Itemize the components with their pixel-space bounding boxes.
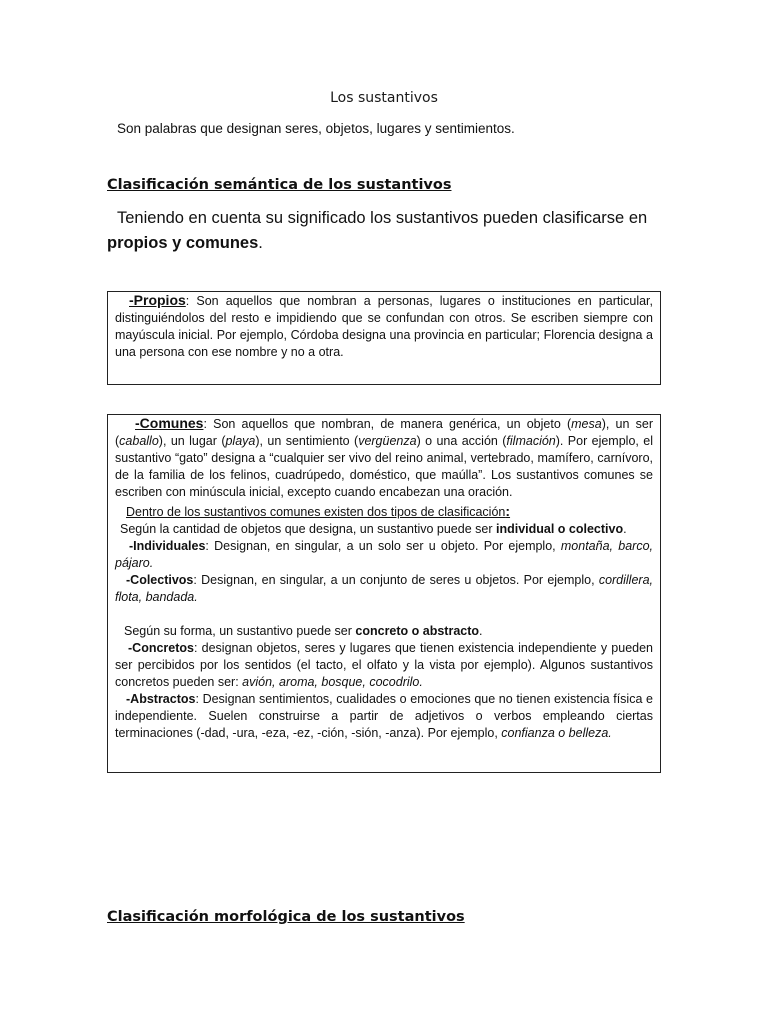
cantidad-text: Según la cantidad de objetos que designa, un sustantivo puede ser <box>120 522 496 536</box>
example-playa: playa <box>225 434 256 448</box>
comunes-text-1: : Son aquellos que nombran, de manera genérica, un objeto ( <box>203 417 572 431</box>
document-title: Los sustantivos <box>330 90 438 106</box>
abstractos-text: : Designan sentimientos, cualidades o emociones que no tienen existencia física e independiente. Suelen construirse a partir de adjetivos o verbos empleando ciertas terminaciones (-dad, -ura, -eza, -ez, -ción, -sión, -anza). Por ejemplo, <box>115 692 653 740</box>
sub-heading-text: Dentro de los sustantivos comunes existen dos tipos de clasificación <box>126 505 506 519</box>
colectivos-text: : Designan, en singular, a un conjunto de seres u objetos. Por ejemplo, <box>193 573 599 587</box>
individuales-label: -Individuales <box>129 539 206 553</box>
propios-label: -Propios <box>129 292 186 308</box>
comunes-text-3: ), un lugar ( <box>158 434 226 448</box>
propios-box <box>107 291 661 385</box>
colectivos-paragraph <box>115 572 653 606</box>
abstractos-examples: confianza o belleza. <box>501 726 612 740</box>
example-verguenza: vergüenza <box>358 434 417 448</box>
cantidad-paragraph <box>115 521 653 538</box>
comunes-paragraph <box>115 415 653 501</box>
example-mesa: mesa <box>571 417 602 431</box>
abstractos-paragraph <box>115 691 653 742</box>
lead-end: . <box>258 234 263 252</box>
sub-heading-colon: : <box>505 503 511 519</box>
individuales-examples: montaña, barco, pájaro. <box>115 539 653 570</box>
individuales-paragraph <box>115 538 653 572</box>
heading-morphologic-classification: Clasificación morfológica de los sustantivos <box>107 909 465 925</box>
individuales-text: : Designan, en singular, a un solo ser u objeto. Por ejemplo, <box>205 539 561 553</box>
concretos-paragraph <box>115 640 653 691</box>
comunes-box <box>107 414 661 773</box>
example-caballo: caballo <box>119 434 159 448</box>
forma-text: Según su forma, un sustantivo puede ser <box>124 624 356 638</box>
spacer <box>115 606 653 623</box>
cantidad-end: . <box>623 522 627 536</box>
comunes-text-4: ), un sentimiento ( <box>255 434 359 448</box>
lead-bold: propios y comunes <box>107 234 259 252</box>
abstractos-label: -Abstractos <box>126 692 196 706</box>
propios-text: : Son aquellos que nombran a personas, lugares o instituciones en particular, distinguiéndolos del resto e impidiendo que se confundan con otros. Se escriben siempre con mayúscula inicial. Por ejemplo, Córdoba designa una provincia en particular; Florencia designa a una persona con ese nombre y no a otra. <box>115 294 653 359</box>
concretos-label: -Concretos <box>128 641 194 655</box>
lead-text: Teniendo en cuenta su significado los sustantivos pueden clasificarse en <box>117 209 648 227</box>
comunes-text-6: ). Por ejemplo, el sustantivo “gato” designa a “cualquier ser vivo del reino animal, vertebrado, mamífero, carnívoro, de la familia de los felinos, cuadrúpedo, doméstico, que maúlla”. Los sustantivos comunes se escriben con minúscula inicial, excepto cuando encabezan una oración. <box>115 434 653 499</box>
forma-paragraph <box>115 623 653 640</box>
intro-paragraph: Son palabras que designan seres, objetos, lugares y sentimientos. <box>117 121 515 136</box>
comunes-text-5: ) o una acción ( <box>416 434 507 448</box>
lead-paragraph <box>107 206 667 256</box>
concretos-text: : designan objetos, seres y lugares que tienen existencia independiente y pueden ser percibidos por los sentidos (el tacto, el olfato y la vista por ejemplo). Algunos sustantivos concretos pueden ser: <box>115 641 653 689</box>
sub-heading <box>115 503 653 521</box>
colectivos-examples: cordillera, flota, bandada. <box>115 573 653 604</box>
concretos-examples: avión, aroma, bosque, cocodrilo. <box>242 675 423 689</box>
forma-end: . <box>479 624 483 638</box>
heading-semantic-classification: Clasificación semántica de los sustantivos <box>107 177 452 193</box>
comunes-label: -Comunes <box>135 415 204 431</box>
colectivos-label: -Colectivos <box>126 573 194 587</box>
forma-bold: concreto o abstracto <box>355 624 480 638</box>
comunes-text-2: ), un ser ( <box>115 417 653 448</box>
cantidad-bold: individual o colectivo <box>495 522 624 536</box>
propios-paragraph <box>115 292 653 361</box>
example-filmacion: filmación <box>506 434 556 448</box>
